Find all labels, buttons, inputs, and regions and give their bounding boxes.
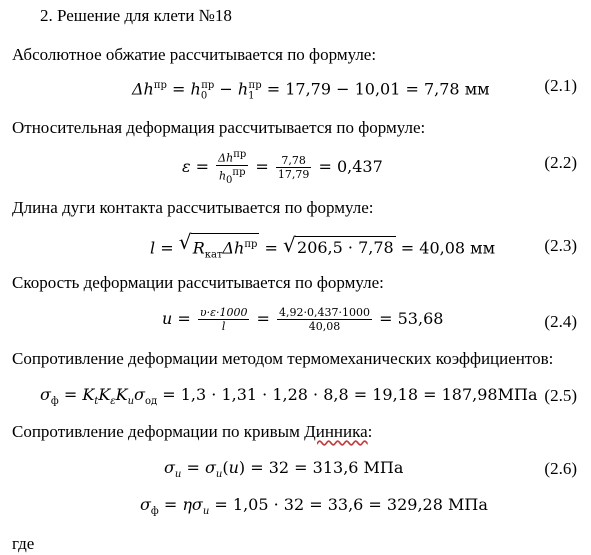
text-deformation-speed: Скорость деформации рассчитывается по формуле: xyxy=(12,273,384,292)
equation-sigma-f: $\sigma_ф = \eta\sigma_u = 1,05 \cdot 32 = 33,6 = 329,28$ МПа xyxy=(140,495,488,518)
text-dinnik-curves: Сопротивление деформации по кривым Динника: xyxy=(12,422,373,441)
equation-number: (2.5) xyxy=(544,386,577,405)
equation-2-2: ε = $\frac{\Delta h^{пр}}{h_0^{пр}}$ = $\frac{7,78}{17,79}$ = 0,437 xyxy=(182,149,383,186)
equation-number: (2.2) xyxy=(544,153,577,172)
equation-2-5: $\sigma_ф = K_tK_\varepsilon K_u\sigma_{од} = 1,3 \cdot 1,31 \cdot 1,28 \cdot 8,8 = 19,18 = 187,98МПа$ xyxy=(40,385,538,408)
equation-2-3: l = √ $R_{кат}\Delta h^{пр}$ = √ 206,5 · 7,78 = 40,08 мм xyxy=(150,233,495,267)
text-relative-deformation: Относительная деформация рассчитывается по формуле: xyxy=(12,118,426,137)
fraction: $\frac{7,78}{17,79}$ xyxy=(277,153,310,181)
sqrt: √ 206,5 · 7,78 xyxy=(283,233,394,258)
section-heading: 2. Решение для клети №18 xyxy=(40,6,232,25)
text-thermomechanical: Сопротивление деформации методом термомеханических коэффициентов: xyxy=(12,349,554,368)
text-absolute-reduction: Абсолютное обжатие рассчитывается по формуле: xyxy=(12,45,377,64)
fraction: $\frac{\upsilon\cdot\varepsilon\cdot 1000}{l}$ xyxy=(199,306,248,333)
equation-2-4: u = $\frac{\upsilon\cdot\varepsilon\cdot 1000}{l}$ = $\frac{4,92\cdot 0,437\cdot 1000}{40,08}$ = 53,68 xyxy=(162,306,444,333)
equation-number: (2.4) xyxy=(544,312,577,331)
fraction: $\frac{4,92\cdot 0,437\cdot 1000}{40,08}$ xyxy=(279,306,371,333)
equation-number: (2.1) xyxy=(544,76,577,95)
equation-2-6: $\sigma_u = \sigma_u(u) = 32 = 313,6$ МПа xyxy=(164,458,404,481)
text-where: где xyxy=(12,534,35,553)
equation-2-1: $\Delta h^{пр} = h_0^{пр} - h_1^{пр} = 17,79 - 10,01 = 7,78$ мм xyxy=(132,79,490,102)
fraction: $\frac{\Delta h^{пр}}{h_0^{пр}}$ xyxy=(218,149,247,186)
equation-number: (2.3) xyxy=(544,236,577,255)
sqrt: √ $R_{кат}\Delta h^{пр}$ xyxy=(179,233,260,267)
equation-number: (2.6) xyxy=(544,459,577,478)
text-contact-arc: Длина дуги контакта рассчитывается по формуле: xyxy=(12,198,374,217)
